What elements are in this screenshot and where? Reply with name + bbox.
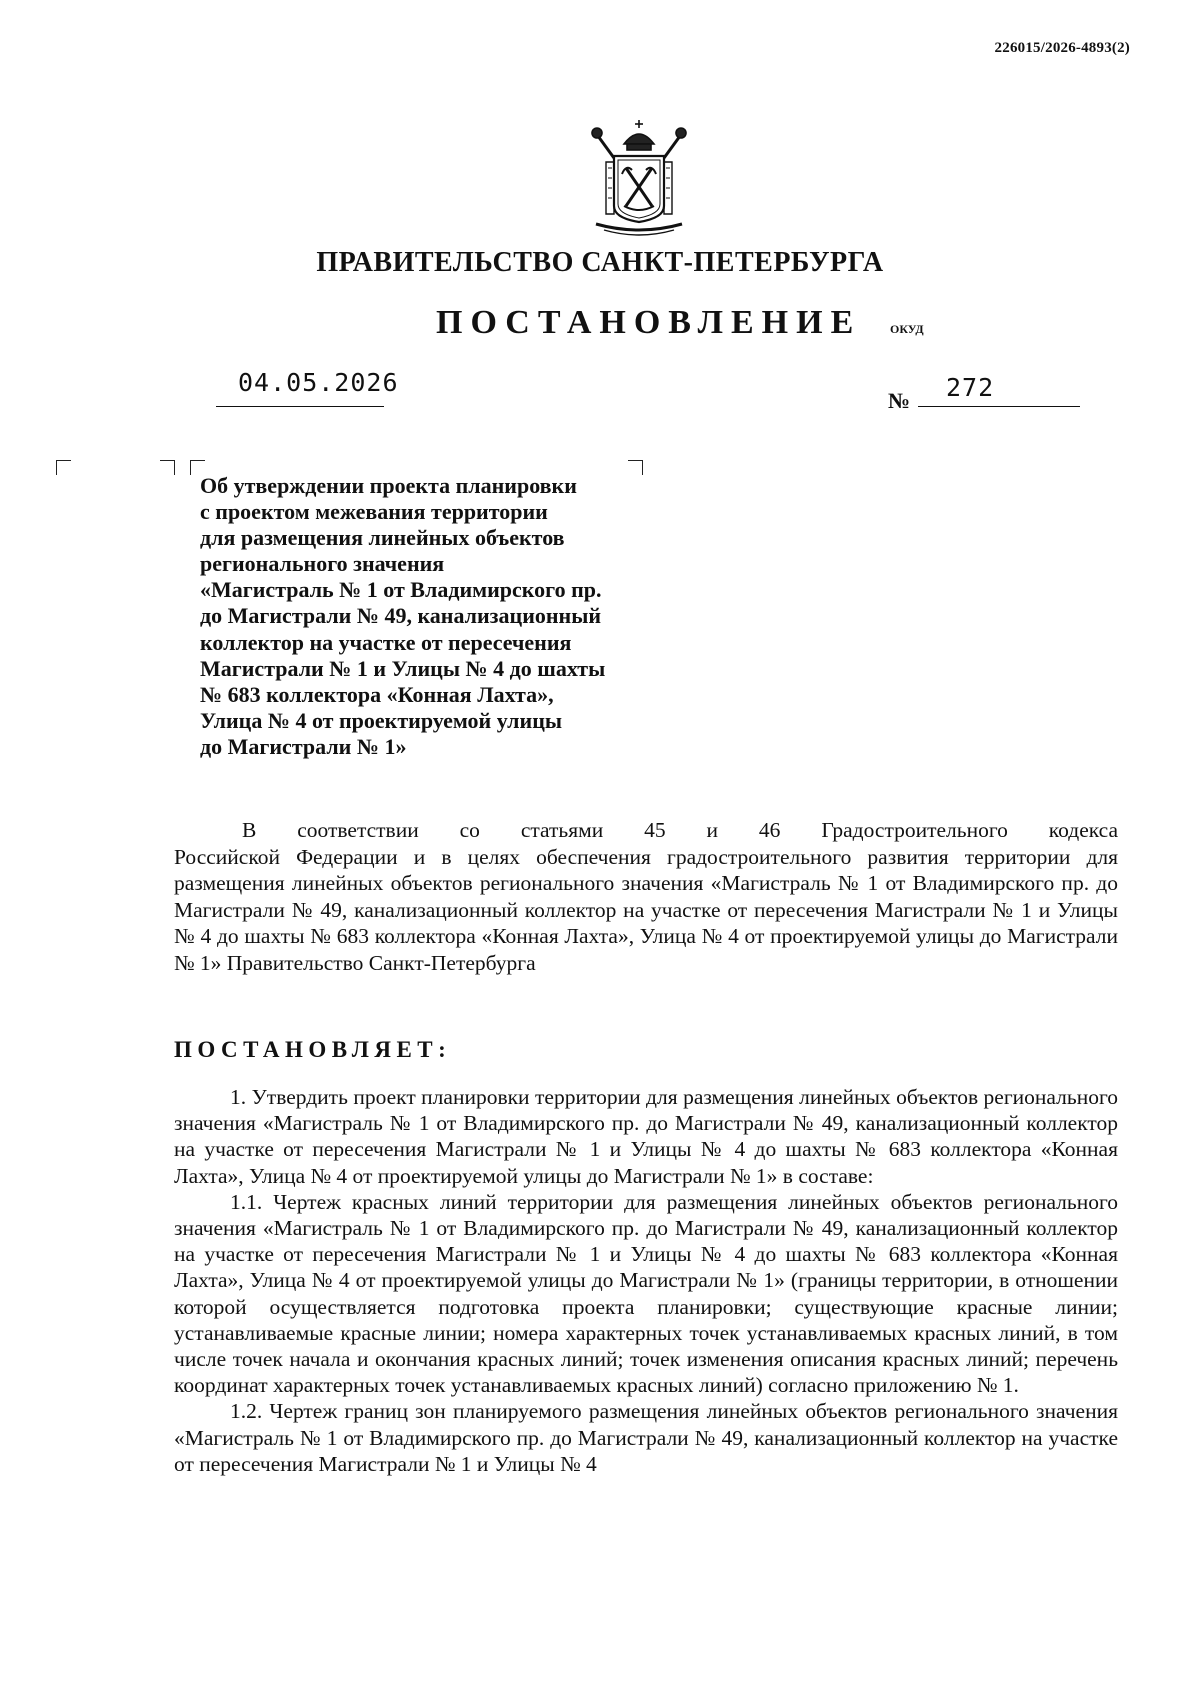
subject-line: № 683 коллектора «Конная Лахта», [200, 681, 554, 707]
subject-line: до Магистрали № 49, канализационный [200, 603, 602, 629]
subject-line: для размещения линейных объектов [200, 525, 565, 551]
document-date: 04.05.2026 [238, 368, 399, 397]
government-title: ПРАВИТЕЛЬСТВО САНКТ-ПЕТЕРБУРГА [316, 247, 884, 278]
subject-line: коллектор на участке от пересечения [200, 629, 572, 655]
subject-line: Об утверждении проекта планировки [200, 473, 577, 498]
subject-line: с проектом межевания территории [200, 499, 548, 525]
number-sign: № [888, 388, 911, 413]
subject-line: регионального значения [200, 551, 445, 577]
document-type-heading: ПОСТАНОВЛЕНИЕ [436, 304, 862, 341]
paragraph-1: 1. Утвердить проект планировки территории для размещения линейных объектов регионального значения «Магистраль № 1 от Владимирского пр. до Магистрали № 49, канализационный коллектор на участке от пересечения Магистрали № 1 и Улицы № 4 до шахты № 683 коллектора «Конная Лахта», Улица № 4 от проектируемой улицы до Магистрали № 1» в составе: [174, 1085, 1118, 1188]
preamble-first-line: В соответствии со статьями 45 и 46 Градостроительного кодекса [242, 818, 1118, 842]
paragraph-1-1: 1.1. Чертеж красных линий территории для размещения линейных объектов регионального значения «Магистраль № 1 от Владимирского пр. до Магистрали № 49, канализационный коллектор на участке от пересечения Магистрали № 1 и Улицы № 4 до шахты № 683 коллектора «Конная Лахта», Улица № 4 от проектируемой улицы до Магистрали № 1» (границы территории, в отношении которой осуществляется подготовка проекта планировки; существующие красные линии; устанавливаемые красные линии; номера характерных точек устанавливаемых красных линий, в том числе точек начала и окончания красных линий; точек изменения описания красных линий; перечень координат характерных точек устанавливаемых красных линий) согласно приложению № 1. [174, 1189, 1118, 1398]
document-number: 272 [946, 373, 995, 402]
subject-line: Улица № 4 от проектируемой улицы [200, 707, 563, 733]
coat-of-arms-emblem [584, 118, 694, 240]
date-underline [216, 406, 384, 407]
subject-line: Магистрали № 1 и Улицы № 4 до шахты [200, 655, 606, 681]
subject-line: «Магистраль № 1 от Владимирского пр. [200, 577, 602, 603]
subject-line: до Магистрали № 1» [200, 733, 407, 759]
document-registration-id: 226015/2026-4893(2) [994, 40, 1130, 56]
document-subject [200, 473, 680, 760]
paragraph-1-2: 1.2. Чертеж границ зон планируемого размещения линейных объектов регионального значения «Магистраль № 1 от Владимирского пр. до Магистрали № 49, канализационный коллектор на участке от пересечения Магистрали № 1 и Улицы № 4 [174, 1399, 1118, 1476]
preamble [174, 817, 1118, 976]
corner-mark [160, 460, 175, 475]
corner-mark [56, 460, 71, 475]
preamble-text: Российской Федерации и в целях обеспечения градостроительного развития территории для размещения линейных объектов регионального значения «Магистраль № 1 от Владимирского пр. до Магистрали № 49, канализационный коллектор на участке от пересечения Магистрали № 1 и Улицы № 4 до шахты № 683 коллектора «Конная Лахта», Улица № 4 от проектируемой улицы до Магистрали № 1» Правительство Санкт-Петербурга [174, 844, 1118, 975]
resolution-body [174, 1084, 1118, 1477]
okud-label: ОКУД [890, 322, 924, 336]
resolves-heading: ПОСТАНОВЛЯЕТ: [174, 1037, 452, 1062]
number-underline [918, 406, 1080, 407]
